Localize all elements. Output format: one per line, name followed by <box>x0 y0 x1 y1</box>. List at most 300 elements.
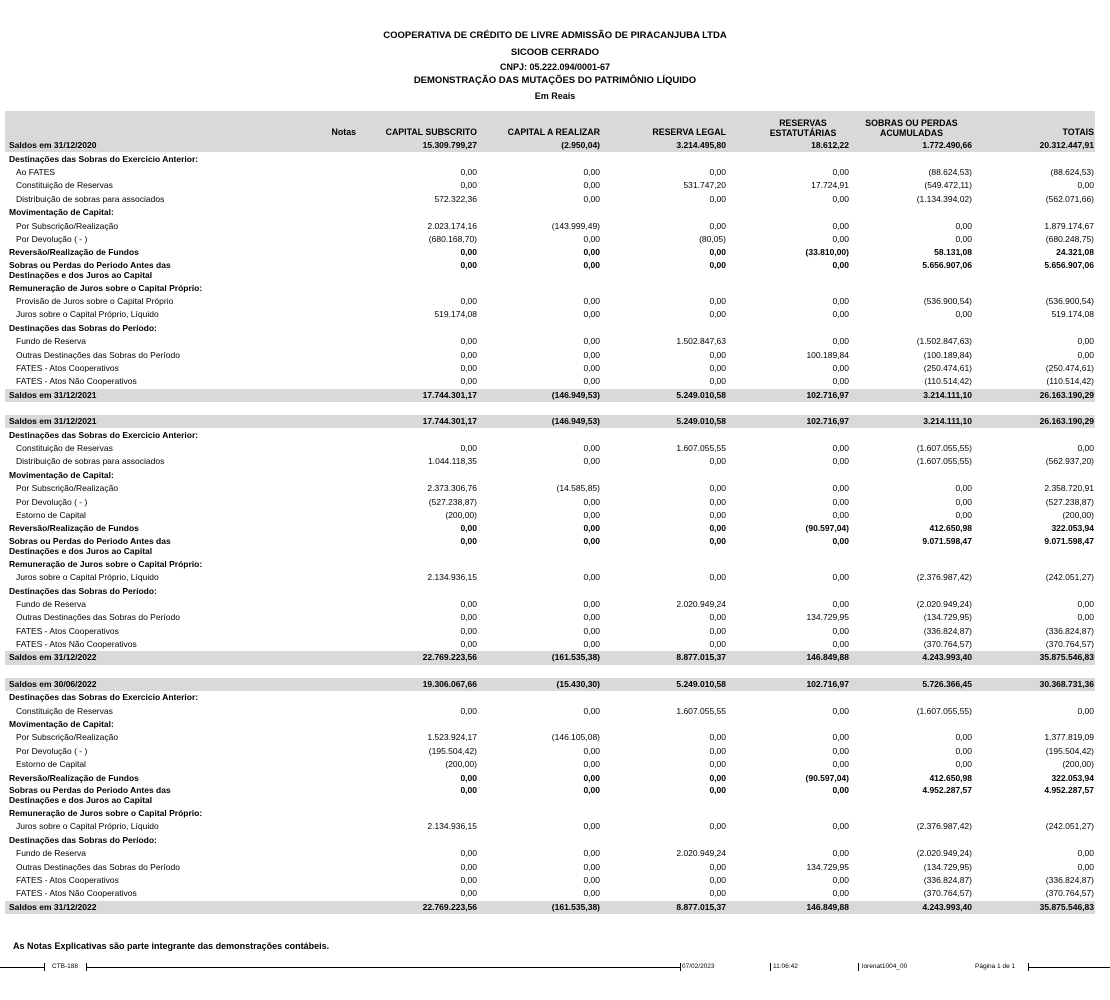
table-row <box>5 820 1095 833</box>
value-cell: 0,00 <box>460 625 477 636</box>
row-label: Saldos em 31/12/2022 <box>5 651 231 664</box>
value-cell <box>850 428 973 441</box>
table-row <box>5 704 1095 717</box>
col-capital-subscrito: CAPITAL SUBSCRITO <box>357 111 478 139</box>
value-cell: 0,00 <box>460 705 477 716</box>
value-cell: 5.726.366,45 <box>850 678 973 691</box>
value-cell: 0,00 <box>709 523 726 534</box>
value-cell <box>601 469 727 482</box>
section-row <box>5 206 1095 219</box>
notas-cell <box>231 771 357 784</box>
value-cell: 0,00 <box>1077 598 1094 609</box>
value-cell: 102.716,97 <box>727 415 850 428</box>
notas-cell <box>231 193 357 206</box>
value-cell: 0,00 <box>1077 612 1094 623</box>
value-cell: 1.377.819,09 <box>1044 732 1094 743</box>
value-cell <box>478 807 601 820</box>
value-cell: 35.875.546,83 <box>973 901 1095 914</box>
table-row <box>5 179 1095 192</box>
value-cell: 0,00 <box>583 363 600 374</box>
value-cell <box>973 322 1095 335</box>
value-cell: 0,00 <box>709 363 726 374</box>
section-row <box>5 691 1095 704</box>
value-cell: 0,00 <box>460 296 477 307</box>
value-cell <box>601 322 727 335</box>
value-cell: (527.238,87) <box>1045 496 1094 507</box>
value-cell: 4.243.993,40 <box>850 651 973 664</box>
value-cell: 0,00 <box>832 336 849 347</box>
value-cell: (88.624,53) <box>928 166 972 177</box>
notas-cell <box>231 860 357 873</box>
value-cell: (242.051,27) <box>1045 572 1094 583</box>
value-cell: (2.020.949,24) <box>916 848 972 859</box>
value-cell: 0,00 <box>1077 848 1094 859</box>
value-cell: 0,00 <box>460 861 477 872</box>
table-row <box>5 758 1095 771</box>
table-body <box>5 139 1095 914</box>
value-cell: 0,00 <box>709 166 726 177</box>
value-cell <box>727 558 850 571</box>
table-row <box>5 455 1095 468</box>
value-cell <box>357 428 478 441</box>
value-cell: 0,00 <box>832 443 849 453</box>
section-row <box>5 282 1095 295</box>
table-row <box>5 522 1095 535</box>
value-cell <box>850 469 973 482</box>
notas-cell <box>231 691 357 704</box>
table-header-row <box>5 111 1095 139</box>
value-cell: (134.729,95) <box>923 612 972 623</box>
table-row <box>5 731 1095 744</box>
footer-tick <box>858 963 859 971</box>
value-cell: 0,00 <box>583 336 600 347</box>
value-cell: 1.607.055,55 <box>676 443 726 453</box>
value-cell <box>850 206 973 219</box>
value-cell: 0,00 <box>583 193 600 204</box>
row-label: FATES - Atos Não Cooperativos <box>16 888 137 899</box>
value-cell <box>973 282 1095 295</box>
table-row <box>5 785 1095 807</box>
value-cell: 0,00 <box>832 166 849 177</box>
row-label: Saldos em 30/06/2022 <box>5 678 231 691</box>
value-cell: (527.238,87) <box>428 496 477 507</box>
notas-cell <box>231 246 357 259</box>
value-cell: (90.597,04) <box>805 523 849 534</box>
row-label: Reversão/Realização de Fundos <box>9 247 139 258</box>
row-label: Juros sobre o Capital Próprio, Líquido <box>16 572 159 583</box>
value-cell: 0,00 <box>832 309 849 320</box>
row-label: Juros sobre o Capital Próprio, Líquido <box>16 309 159 320</box>
value-cell <box>357 807 478 820</box>
value-cell: 0,00 <box>583 745 600 756</box>
value-cell: 58.131,08 <box>934 247 972 258</box>
value-cell: 18.612,22 <box>727 139 850 152</box>
notas-cell <box>231 166 357 179</box>
section-row <box>5 584 1095 597</box>
row-label: Remuneração de Juros sobre o Capital Próprio: <box>9 282 203 293</box>
value-cell: 0,00 <box>955 759 972 770</box>
value-cell <box>973 584 1095 597</box>
col-totais: TOTAIS <box>973 111 1095 139</box>
value-cell: (195.504,42) <box>428 745 477 756</box>
value-cell <box>601 206 727 219</box>
value-cell <box>601 834 727 847</box>
table-row <box>5 335 1095 348</box>
value-cell: 5.656.907,06 <box>922 259 972 270</box>
report-title: DEMONSTRAÇÃO DAS MUTAÇÕES DO PATRIMÔNIO LÍQUIDO <box>413 75 697 86</box>
value-cell <box>973 206 1095 219</box>
value-cell: (336.824,87) <box>923 625 972 636</box>
value-cell: 2.134.936,15 <box>427 572 477 583</box>
value-cell: 0,00 <box>1077 861 1094 872</box>
value-cell: 0,00 <box>709 376 726 387</box>
value-cell: 0,00 <box>583 772 600 783</box>
value-cell <box>478 206 601 219</box>
row-label: Destinações das Sobras do Exercicio Anterior: <box>9 153 199 164</box>
value-cell: (100.189,84) <box>923 349 972 360</box>
balance-row <box>5 901 1095 914</box>
table-row <box>5 771 1095 784</box>
value-cell: 0,00 <box>955 745 972 756</box>
row-label: Reversão/Realização de Fundos <box>9 772 139 783</box>
value-cell <box>357 834 478 847</box>
value-cell: (134.729,95) <box>923 861 972 872</box>
value-cell: 0,00 <box>583 349 600 360</box>
value-cell <box>850 152 973 165</box>
table-row <box>5 638 1095 651</box>
value-cell: 0,00 <box>583 705 600 716</box>
value-cell: 412.650,98 <box>929 772 972 783</box>
value-cell: 3.214.111,10 <box>850 415 973 428</box>
value-cell: 5.249.010,58 <box>601 389 727 402</box>
table-row <box>5 874 1095 887</box>
row-label: FATES - Atos Não Cooperativos <box>16 376 137 387</box>
row-label: Por Devolução ( - ) <box>16 745 88 756</box>
value-cell: (370.764,57) <box>923 639 972 650</box>
value-cell <box>601 807 727 820</box>
currency-unit: Em Reais <box>534 91 576 101</box>
value-cell: 0,00 <box>709 745 726 756</box>
row-label: Por Devolução ( - ) <box>16 496 88 507</box>
value-cell: 0,00 <box>460 363 477 374</box>
value-cell <box>973 807 1095 820</box>
value-cell: (80,05) <box>699 233 726 244</box>
value-cell: 0,00 <box>460 874 477 885</box>
section-row <box>5 718 1095 731</box>
row-label: Fundo de Reserva <box>16 848 86 859</box>
value-cell <box>727 691 850 704</box>
value-cell: 0,00 <box>583 572 600 583</box>
value-cell: 146.849,88 <box>727 901 850 914</box>
value-cell: 0,00 <box>832 233 849 244</box>
value-cell <box>478 558 601 571</box>
notas-cell <box>231 389 357 402</box>
notas-cell <box>231 495 357 508</box>
row-label: Constituição de Reservas <box>16 705 113 716</box>
value-cell: 24.321,08 <box>1056 247 1094 258</box>
value-cell <box>478 691 601 704</box>
value-cell: 22.769.223,56 <box>357 901 478 914</box>
value-cell <box>973 691 1095 704</box>
value-cell: 0,00 <box>709 247 726 258</box>
value-cell: (200,00) <box>445 509 477 520</box>
row-label: Destinações das Sobras do Exercicio Anterior: <box>9 692 199 703</box>
row-label: Destinações das Sobras do Período: <box>9 834 157 845</box>
row-label: Outras Destinações das Sobras do Período <box>16 612 180 623</box>
value-cell: 0,00 <box>460 349 477 360</box>
notas-cell <box>231 362 357 375</box>
value-cell: 0,00 <box>955 220 972 231</box>
notas-cell <box>231 887 357 900</box>
row-label: Outras Destinações das Sobras do Período <box>16 349 180 360</box>
value-cell: 0,00 <box>709 296 726 307</box>
table-row <box>5 246 1095 259</box>
value-cell <box>601 718 727 731</box>
notas-cell <box>231 758 357 771</box>
value-cell: 5.656.907,06 <box>1044 259 1094 270</box>
value-cell: 0,00 <box>583 821 600 832</box>
value-cell: 3.214.495,80 <box>601 139 727 152</box>
value-cell: 0,00 <box>709 496 726 507</box>
row-label: Juros sobre o Capital Próprio, Líquido <box>16 821 159 832</box>
value-cell <box>478 718 601 731</box>
value-cell: (88.624,53) <box>1050 166 1094 177</box>
table-row <box>5 308 1095 321</box>
value-cell: 0,00 <box>583 639 600 650</box>
value-cell: (1.502.847,63) <box>916 336 972 347</box>
footer-user: lorenat1004_00 <box>862 963 908 970</box>
value-cell: (562.071,66) <box>1045 193 1094 204</box>
value-cell: 0,00 <box>709 572 726 583</box>
footer-tick <box>770 963 771 971</box>
value-cell <box>357 152 478 165</box>
value-cell: 2.020.949,24 <box>676 848 726 859</box>
spacer-row <box>5 402 1095 415</box>
value-cell: 0,00 <box>709 193 726 204</box>
col-sobras: SOBRAS OU PERDAS ACUMULADAS <box>850 111 973 139</box>
notas-cell <box>231 785 357 807</box>
value-cell <box>727 807 850 820</box>
table-row <box>5 442 1095 455</box>
value-cell: 0,00 <box>709 888 726 899</box>
value-cell: 0,00 <box>583 166 600 177</box>
value-cell: 0,00 <box>460 247 477 258</box>
value-cell: 0,00 <box>583 625 600 636</box>
value-cell: 102.716,97 <box>727 678 850 691</box>
value-cell: 0,00 <box>583 523 600 534</box>
value-cell: 519.174,08 <box>434 309 477 320</box>
equity-changes-table <box>5 111 1095 914</box>
value-cell: 0,00 <box>832 376 849 387</box>
col-reservas-estatutarias: RESERVAS ESTATUTÁRIAS <box>727 111 850 139</box>
value-cell <box>727 152 850 165</box>
value-cell <box>357 322 478 335</box>
value-cell: 1.772.490,66 <box>850 139 973 152</box>
value-cell: (2.376.987,42) <box>916 821 972 832</box>
value-cell: 0,00 <box>832 625 849 636</box>
row-label: Saldos em 31/12/2020 <box>5 139 231 152</box>
value-cell: 17.744.301,17 <box>357 415 478 428</box>
value-cell: (370.764,57) <box>1045 888 1094 899</box>
row-label: Movimentação de Capital: <box>9 469 114 480</box>
value-cell: 4.952.287,57 <box>922 784 972 795</box>
value-cell: 0,00 <box>832 705 849 716</box>
value-cell: (370.764,57) <box>1045 639 1094 650</box>
value-cell: 0,00 <box>832 759 849 770</box>
notas-cell <box>231 260 357 282</box>
value-cell <box>973 834 1095 847</box>
notas-cell <box>231 428 357 441</box>
value-cell: 0,00 <box>583 861 600 872</box>
value-cell: 0,00 <box>709 821 726 832</box>
value-cell <box>727 282 850 295</box>
section-row <box>5 558 1095 571</box>
cnpj: CNPJ: 05.222.094/0001-67 <box>499 62 611 72</box>
value-cell: 134.729,95 <box>806 861 849 872</box>
value-cell: 0,00 <box>955 732 972 743</box>
notas-cell <box>231 536 357 558</box>
row-label: Sobras ou Perdas do Periodo Antes das Destinações e dos Juros ao Capital <box>9 784 171 805</box>
section-row <box>5 807 1095 820</box>
value-cell: 0,00 <box>832 572 849 583</box>
value-cell <box>850 584 973 597</box>
row-label: Por Subscrição/Realização <box>16 732 119 743</box>
value-cell: (200,00) <box>1062 509 1094 520</box>
row-label: Saldos em 31/12/2021 <box>5 389 231 402</box>
value-cell: 0,00 <box>583 784 600 795</box>
table-row <box>5 536 1095 558</box>
balance-row <box>5 651 1095 664</box>
value-cell: (14.585,85) <box>556 483 600 494</box>
value-cell: 0,00 <box>832 193 849 204</box>
value-cell: 8.877.015,37 <box>601 651 727 664</box>
value-cell: 2.373.306,76 <box>427 483 477 494</box>
table-row <box>5 598 1095 611</box>
table-row <box>5 362 1095 375</box>
notas-cell <box>231 625 357 638</box>
value-cell: (146.949,53) <box>478 389 601 402</box>
value-cell <box>357 469 478 482</box>
table-row <box>5 745 1095 758</box>
notas-cell <box>231 901 357 914</box>
footer-page: Página 1 de 1 <box>975 963 1016 970</box>
value-cell: (90.597,04) <box>805 772 849 783</box>
value-cell: 0,00 <box>583 874 600 885</box>
value-cell: 0,00 <box>583 180 600 191</box>
value-cell <box>727 206 850 219</box>
value-cell: 2.134.936,15 <box>427 821 477 832</box>
row-label: Constituição de Reservas <box>16 180 113 191</box>
value-cell: 0,00 <box>709 772 726 783</box>
value-cell: (2.950,04) <box>478 139 601 152</box>
value-cell: 0,00 <box>1077 180 1094 191</box>
value-cell: 1.607.055,55 <box>676 705 726 716</box>
value-cell <box>850 322 973 335</box>
notas-cell <box>231 704 357 717</box>
row-label: Destinações das Sobras do Período: <box>9 585 157 596</box>
value-cell: (200,00) <box>1062 759 1094 770</box>
row-label: Remuneração de Juros sobre o Capital Próprio: <box>9 807 203 818</box>
row-label: Destinações das Sobras do Período: <box>9 322 157 333</box>
value-cell: (161.535,38) <box>478 651 601 664</box>
value-cell: 0,00 <box>583 759 600 770</box>
value-cell: 0,00 <box>583 259 600 270</box>
value-cell: (161.535,38) <box>478 901 601 914</box>
value-cell: 0,00 <box>583 443 600 453</box>
value-cell <box>850 807 973 820</box>
value-cell: 0,00 <box>460 180 477 191</box>
value-cell: 0,00 <box>709 639 726 650</box>
value-cell: 9.071.598,47 <box>922 535 972 546</box>
footer-rule <box>0 967 44 968</box>
notas-cell <box>231 469 357 482</box>
value-cell <box>478 428 601 441</box>
row-label: Destinações das Sobras do Exercicio Anterior: <box>9 429 199 440</box>
value-cell: 3.214.111,10 <box>850 389 973 402</box>
value-cell <box>850 718 973 731</box>
value-cell <box>727 834 850 847</box>
value-cell: 0,00 <box>709 509 726 520</box>
value-cell: 5.249.010,58 <box>601 415 727 428</box>
value-cell: (15.430,30) <box>478 678 601 691</box>
notas-cell <box>231 718 357 731</box>
table-row <box>5 233 1095 246</box>
value-cell: 0,00 <box>583 535 600 546</box>
value-cell: (195.504,42) <box>1045 745 1094 756</box>
value-cell: 17.724,91 <box>811 180 849 191</box>
value-cell: 0,00 <box>1077 349 1094 360</box>
value-cell: 0,00 <box>832 874 849 885</box>
value-cell: 2.358.720,91 <box>1044 483 1094 494</box>
row-label: Por Subscrição/Realização <box>16 220 119 231</box>
notas-cell <box>231 745 357 758</box>
value-cell <box>601 428 727 441</box>
notas-cell <box>231 731 357 744</box>
table-row <box>5 611 1095 624</box>
value-cell: 0,00 <box>955 309 972 320</box>
value-cell: (242.051,27) <box>1045 821 1094 832</box>
value-cell: 35.875.546,83 <box>973 651 1095 664</box>
value-cell: 0,00 <box>709 612 726 623</box>
value-cell <box>850 834 973 847</box>
balance-row <box>5 139 1095 152</box>
table-row <box>5 509 1095 522</box>
value-cell: 0,00 <box>583 456 600 467</box>
notas-cell <box>231 295 357 308</box>
balance-row <box>5 389 1095 402</box>
value-cell: 0,00 <box>1077 705 1094 716</box>
table-row <box>5 219 1095 232</box>
footer-rule <box>86 967 680 968</box>
value-cell <box>357 691 478 704</box>
value-cell: (536.900,54) <box>1045 296 1094 307</box>
notas-cell <box>231 375 357 388</box>
value-cell: (1.607.055,55) <box>916 443 972 453</box>
notas-cell <box>231 584 357 597</box>
table-row <box>5 193 1095 206</box>
value-cell: 0,00 <box>1077 443 1094 453</box>
value-cell: 412.650,98 <box>929 523 972 534</box>
table-row <box>5 260 1095 282</box>
value-cell: 0,00 <box>709 309 726 320</box>
value-cell: 17.744.301,17 <box>357 389 478 402</box>
value-cell: 0,00 <box>460 772 477 783</box>
value-cell: 4.952.287,57 <box>1044 784 1094 795</box>
value-cell: 146.849,88 <box>727 651 850 664</box>
value-cell: 102.716,97 <box>727 389 850 402</box>
value-cell: 0,00 <box>1077 336 1094 347</box>
notas-cell <box>231 651 357 664</box>
